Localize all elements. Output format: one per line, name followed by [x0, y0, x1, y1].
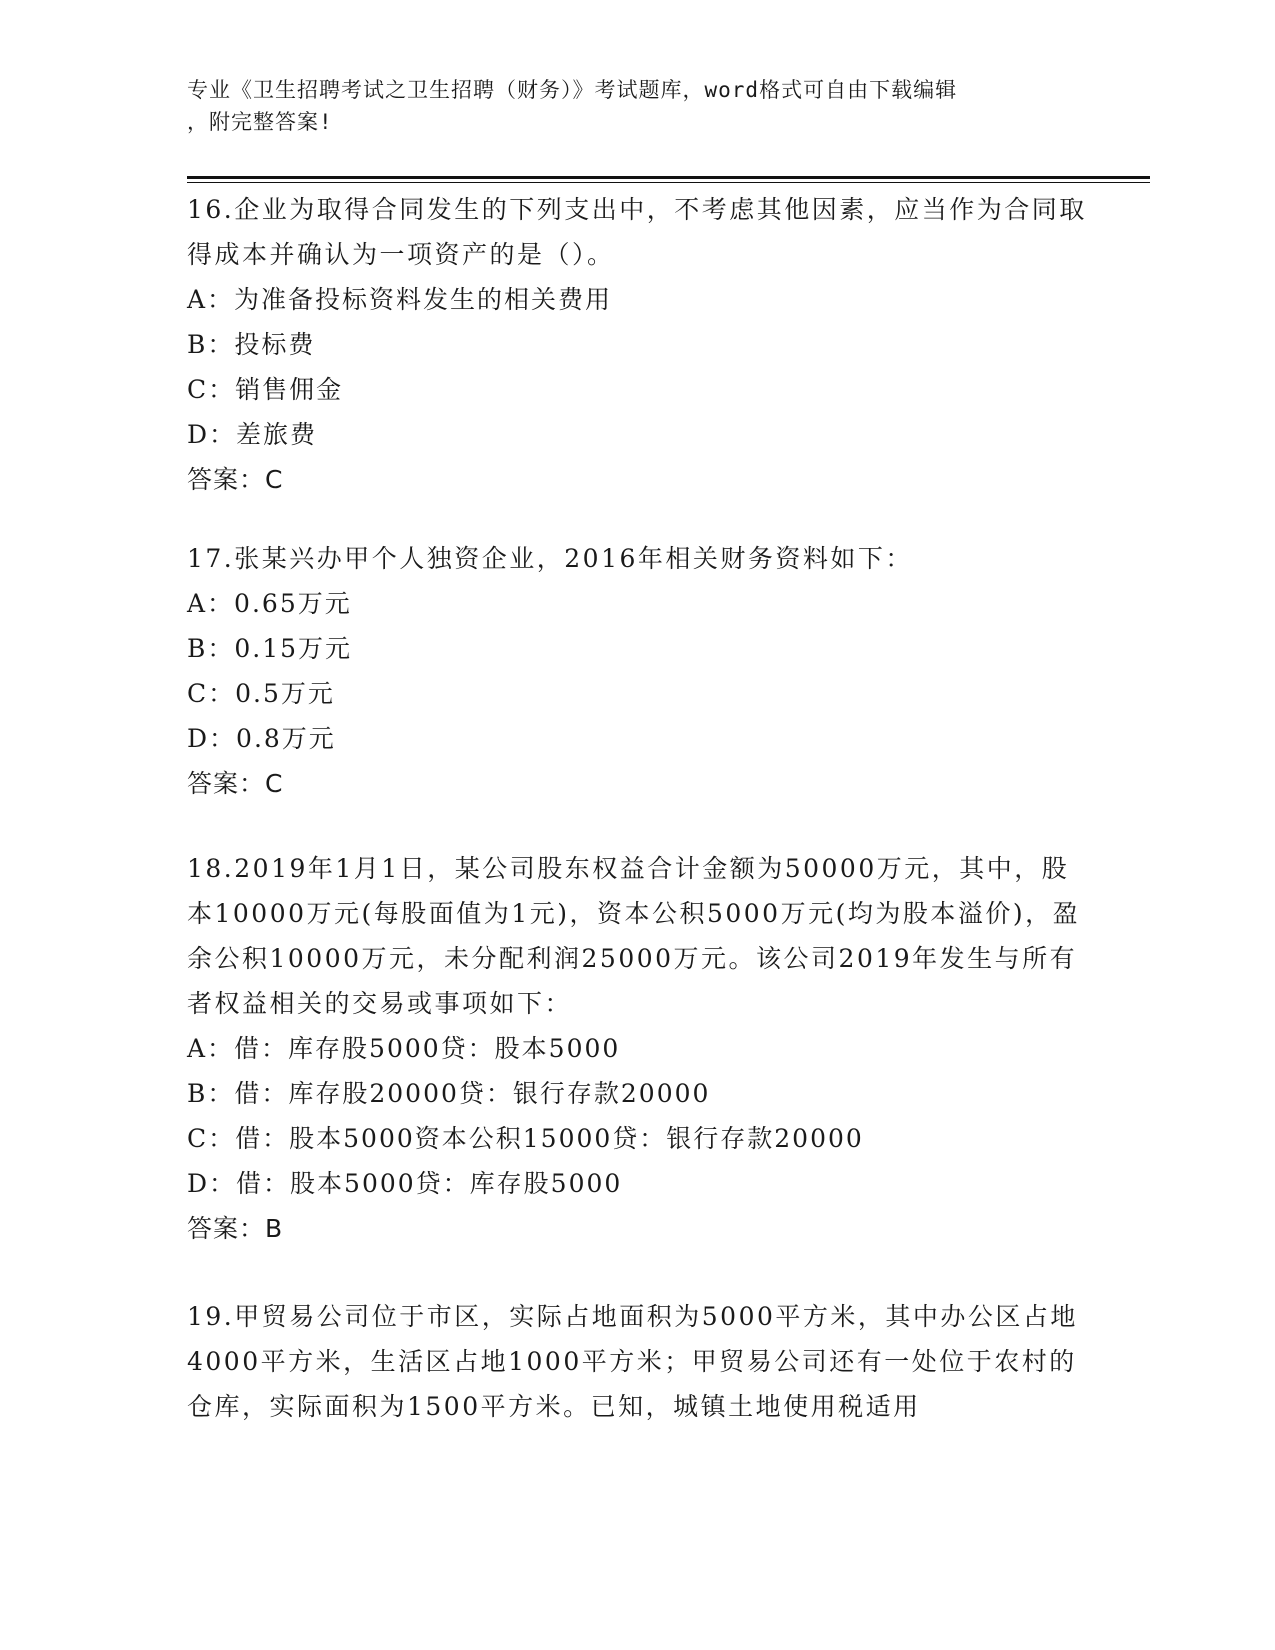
option-c: C：0.5万元: [187, 679, 335, 708]
document-header: [187, 74, 1067, 138]
answer: 答案：C: [187, 769, 284, 798]
question-text: 17.张某兴办甲个人独资企业，2016年相关财务资料如下：: [187, 544, 913, 573]
question-19: [187, 1294, 1087, 1429]
option-a: A：0.65万元: [187, 589, 352, 618]
header-divider-thick: [187, 176, 1150, 179]
option-c: C：销售佣金: [187, 375, 344, 404]
option-d: D：0.8万元: [187, 724, 336, 753]
answer: 答案：C: [187, 465, 284, 494]
option-c: C：借：股本5000资本公积15000贷：银行存款20000: [187, 1124, 864, 1153]
header-line-1: 专业《卫生招聘考试之卫生招聘（财务）》考试题库，word格式可自由下载编辑: [187, 78, 958, 102]
header-line-2: ，附完整答案!: [187, 110, 333, 134]
question-text: 18.2019年1月1日，某公司股东权益合计金额为50000万元，其中，股本10000万元(每股面值为1元)，资本公积5000万元(均为股本溢价)，盈余公积10000万元，未分配利润25000万元。该公司2019年发生与所有者权益相关的交易或事项如下：: [187, 854, 1081, 1018]
option-a: A：借：库存股5000贷：股本5000: [187, 1034, 621, 1063]
question-17: [187, 536, 1087, 806]
question-text: 16.企业为取得合同发生的下列支出中，不考虑其他因素，应当作为合同取得成本并确认为一项资产的是（）。: [187, 195, 1087, 269]
answer: 答案：B: [187, 1214, 284, 1243]
option-d: D：差旅费: [187, 420, 318, 449]
question-16: [187, 187, 1087, 502]
option-b: B：借：库存股20000贷：银行存款20000: [187, 1079, 711, 1108]
option-a: A：为准备投标资料发生的相关费用: [187, 285, 613, 314]
option-b: B：投标费: [187, 330, 316, 359]
header-divider-thin: [187, 182, 1150, 183]
option-b: B：0.15万元: [187, 634, 353, 663]
question-text: 19.甲贸易公司位于市区，实际占地面积为5000平方米，其中办公区占地4000平方米，生活区占地1000平方米；甲贸易公司还有一处位于农村的仓库，实际面积为1500平方米。已知，城镇土地使用税适用: [187, 1302, 1078, 1421]
option-d: D：借：股本5000贷：库存股5000: [187, 1169, 623, 1198]
question-18: [187, 846, 1087, 1251]
